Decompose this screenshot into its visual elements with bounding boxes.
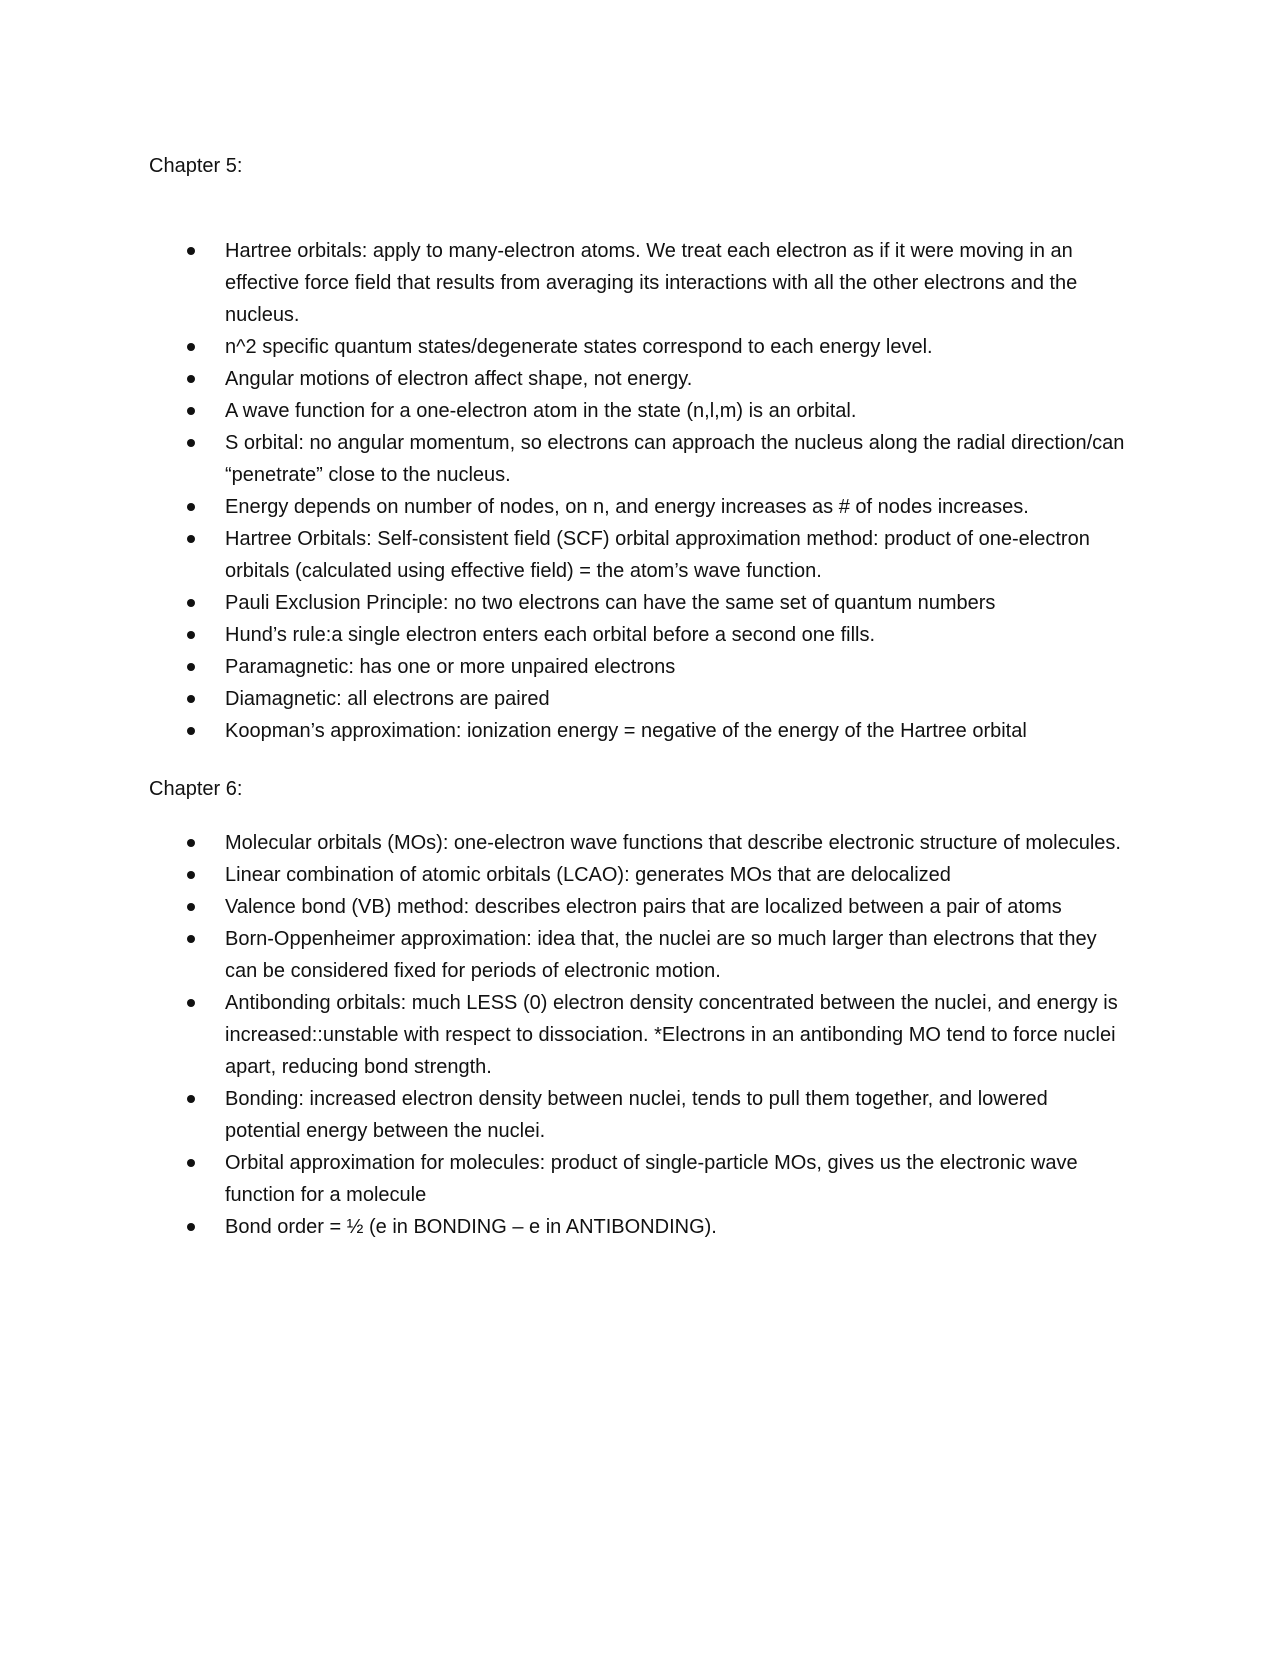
list-item-text: Bond order = ½ (e in BONDING – e in ANTIBONDING). xyxy=(225,1216,717,1238)
list-item-text: Paramagnetic: has one or more unpaired electrons xyxy=(225,656,676,678)
chapter-5-heading: Chapter 5: xyxy=(149,155,243,177)
bullet-icon xyxy=(187,695,195,703)
bullet-icon xyxy=(187,1223,195,1231)
list-item-text: Koopman’s approximation: ionization energy = negative of the energy of the Hartree orbital xyxy=(225,720,1027,742)
bullet-icon xyxy=(187,935,195,943)
list-item xyxy=(0,491,1125,523)
list-item xyxy=(0,331,1125,363)
bullet-icon xyxy=(187,631,195,639)
bullet-icon xyxy=(187,663,195,671)
list-item-text: Molecular orbitals (MOs): one-electron wave functions that describe electronic structure of molecules. xyxy=(225,832,1121,854)
bullet-icon xyxy=(187,535,195,543)
bullet-icon xyxy=(187,439,195,447)
list-item-text: S orbital: no angular momentum, so electrons can approach the nucleus along the radial direction/can “penetrate” close to the nucleus. xyxy=(225,432,1125,486)
list-item-text: Hund’s rule:a single electron enters each orbital before a second one fills. xyxy=(225,624,876,646)
list-item xyxy=(0,587,1125,619)
bullet-icon xyxy=(187,999,195,1007)
bullet-icon xyxy=(187,903,195,911)
bullet-icon xyxy=(187,871,195,879)
list-item-text: Valence bond (VB) method: describes electron pairs that are localized between a pair of atoms xyxy=(225,896,1062,918)
list-item-text: Bonding: increased electron density between nuclei, tends to pull them together, and lowered potential energy between the nuclei. xyxy=(225,1088,1048,1142)
list-item xyxy=(0,235,1125,331)
list-item xyxy=(0,523,1125,587)
list-item xyxy=(0,427,1125,491)
list-item xyxy=(0,363,1125,395)
bullet-icon xyxy=(187,1159,195,1167)
list-item-text: Diamagnetic: all electrons are paired xyxy=(225,688,550,710)
bullet-icon xyxy=(187,375,195,383)
bullet-icon xyxy=(187,599,195,607)
list-item xyxy=(0,683,1125,715)
list-item-text: n^2 specific quantum states/degenerate states correspond to each energy level. xyxy=(225,336,933,358)
bullet-icon xyxy=(187,407,195,415)
bullet-icon xyxy=(187,503,195,511)
bullet-icon xyxy=(187,343,195,351)
list-item-text: Hartree Orbitals: Self-consistent field (SCF) orbital approximation method: product of one-electron orbitals (calculated using effective field) = the atom’s wave function. xyxy=(225,528,1090,582)
bullet-icon xyxy=(187,727,195,735)
list-item-text: Orbital approximation for molecules: product of single-particle MOs, gives us the electronic wave function for a molecule xyxy=(225,1152,1078,1206)
list-item xyxy=(0,827,1125,859)
list-item-text: A wave function for a one-electron atom in the state (n,l,m) is an orbital. xyxy=(225,400,857,422)
list-item-text: Hartree orbitals: apply to many-electron atoms. We treat each electron as if it were moving in an effective force field that results from averaging its interactions with all the other electrons and the nucleus. xyxy=(225,240,1078,326)
list-item xyxy=(0,1083,1125,1147)
list-item xyxy=(0,619,1125,651)
list-item xyxy=(0,395,1125,427)
list-item xyxy=(0,651,1125,683)
list-item-text: Energy depends on number of nodes, on n, and energy increases as # of nodes increases. xyxy=(225,496,1029,518)
list-item-text: Antibonding orbitals: much LESS (0) electron density concentrated between the nuclei, and energy is increased::unstable with respect to dissociation. *Electrons in an antibonding MO tend to force nuclei apart, reducing bond strength. xyxy=(225,992,1118,1078)
list-item xyxy=(0,987,1125,1083)
list-item xyxy=(0,715,1125,747)
list-item xyxy=(0,923,1125,987)
list-item xyxy=(0,859,1125,891)
list-item-text: Born-Oppenheimer approximation: idea that, the nuclei are so much larger than electrons that they can be considered fixed for periods of electronic motion. xyxy=(225,928,1097,982)
list-item xyxy=(0,1147,1125,1211)
list-item-text: Linear combination of atomic orbitals (LCAO): generates MOs that are delocalized xyxy=(225,864,951,886)
list-item xyxy=(0,891,1125,923)
chapter-5-bullet-list xyxy=(0,235,1280,747)
list-item-text: Pauli Exclusion Principle: no two electrons can have the same set of quantum numbers xyxy=(225,592,996,614)
bullet-icon xyxy=(187,247,195,255)
bullet-icon xyxy=(187,839,195,847)
chapter-6-heading: Chapter 6: xyxy=(149,778,243,800)
list-item xyxy=(0,1211,1125,1243)
chapter-6-bullet-list xyxy=(0,827,1280,1243)
bullet-icon xyxy=(187,1095,195,1103)
list-item-text: Angular motions of electron affect shape, not energy. xyxy=(225,368,693,390)
